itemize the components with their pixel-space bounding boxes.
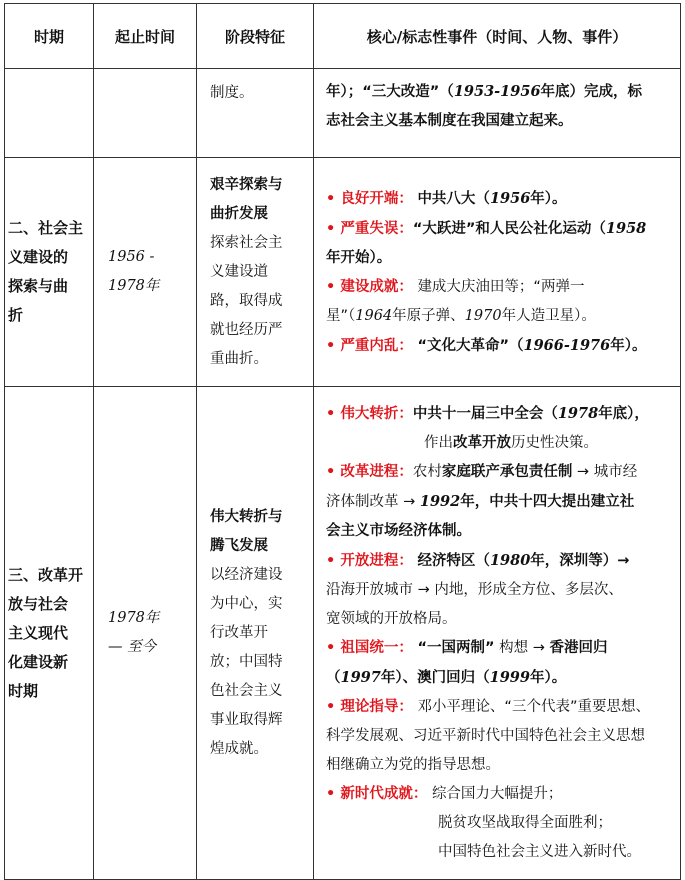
period-cell: 三、改革开 放与社会 主义现代 化建设新 时期	[5, 387, 94, 880]
table-row	[5, 387, 681, 880]
feature-cell	[197, 69, 314, 158]
event-item: • 祖国统一： “一国两制” 构想 → 香港回归	[326, 640, 608, 656]
header-row	[5, 4, 681, 69]
table-row	[5, 69, 681, 158]
time-cell: 1956 - 1978年	[94, 158, 197, 387]
events-cell: • 伟大转折：中共十一届三中全会（1978年底）， 作出改革开放历史性决策。 • 改革进程：农村家庭联产承包责任制 → 城市经 济体制改革 → 1992年，中共十四大提出建立社 会主义市场经济体制。 • 开放进程： 经济特区（1980年，深圳等）→ 沿海开放城市 → 内地，形成全方位、多层次、 宽领域的开放格局。 • 祖国统一： “一国两制” 构想 → 香港回归 （1997年）、澳门回归（1999年）。 • 理论指导： 邓小平理论、“三个代表”重要思想、 科学发展观、习近平新时代中国特色社会主义思想 相继确立为党的指导思想。 • 新时代成就： 综合国力大幅提升； 脱贫攻坚战取得全面胜利； 中国特色社会主义进入新时代。	[314, 387, 681, 880]
feature-cell: 艰辛探索与 曲折发展 探索社会主 义建设道 路，取得成 就也经历严 重曲折。	[197, 158, 314, 387]
event-item: • 良好开端： 中共八大（1956年）。	[326, 189, 567, 207]
header-events: 核心/标志性事件（时间、人物、事件）	[314, 4, 681, 69]
header-feature: 阶段特征	[197, 4, 314, 69]
period-cell: 二、社会主 义建设的 探索与曲 折	[5, 158, 94, 387]
history-table	[4, 3, 681, 880]
event-item: • 理论指导： 邓小平理论、“三个代表”重要思想、	[326, 699, 650, 715]
events-cell: 年）；“三大改造”（1953-1956年底）完成，标 志社会主义基本制度在我国建立起来。	[314, 69, 681, 158]
event-item: • 开放进程： 经济特区（1980年，深圳等）→	[326, 552, 630, 569]
feature-cell: 伟大转折与 腾飞发展 以经济建设 为中心，实 行改革开 放；中国特 色社会主义 事业取得辉 煌成就。	[197, 387, 314, 880]
time-cell: 1978年 — 至今	[94, 387, 197, 880]
event-item: • 严重内乱： “文化大革命”（1966-1976年）。	[326, 336, 647, 354]
event-item: • 严重失误：“大跃进”和人民公社化运动（1958	[326, 219, 647, 237]
feature-text: 制度。	[210, 85, 254, 101]
header-period: 时期	[5, 4, 94, 69]
event-item: • 新时代成就： 综合国力大幅提升；	[326, 786, 563, 802]
event-item: • 改革进程：农村家庭联产承包责任制 → 城市经	[326, 464, 638, 480]
header-time: 起止时间	[94, 4, 197, 69]
table-row	[5, 158, 681, 387]
event-item: • 建设成就： 建成大庆油田等；“两弹一	[326, 278, 585, 295]
events-cell: • 良好开端： 中共八大（1956年）。 • 严重失误：“大跃进”和人民公社化运动（1958 年开始）。 • 建设成就： 建成大庆油田等；“两弹一 星”（1964年原子弹、1970年人造卫星）。 • 严重内乱： “文化大革命”（1966-1976年）。	[314, 158, 681, 387]
period-cell	[5, 69, 94, 158]
event-item: • 伟大转折：中共十一届三中全会（1978年底），	[326, 405, 649, 422]
time-cell	[94, 69, 197, 158]
